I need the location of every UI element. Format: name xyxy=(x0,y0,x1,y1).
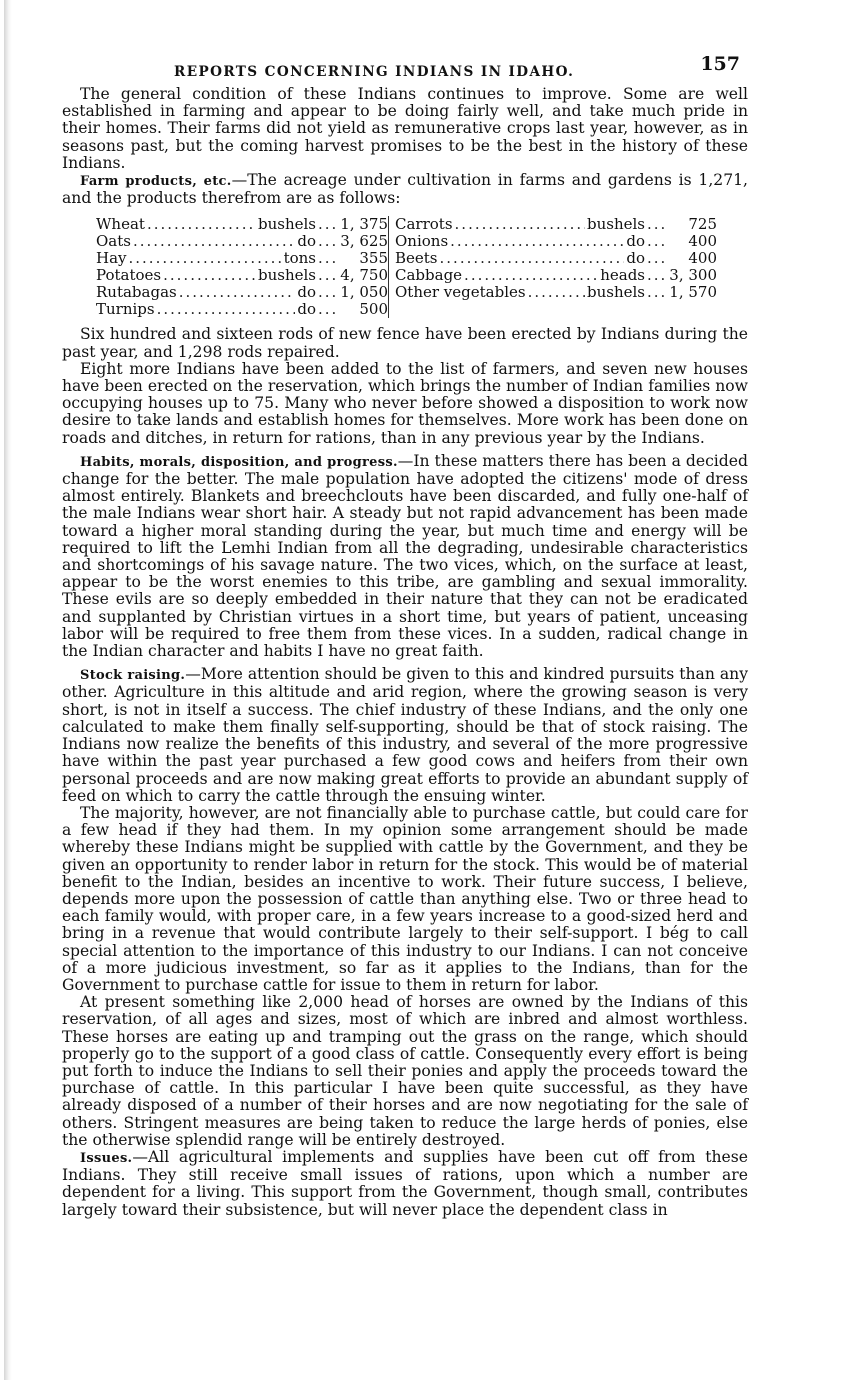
produce-row: Rutabagas ..... do ..... 1, 050 xyxy=(96,284,388,301)
produce-table xyxy=(96,216,748,318)
produce-row: Cabbage ..... heads ..... 3, 300 xyxy=(395,267,717,284)
paragraph-issues xyxy=(62,1149,748,1219)
stock-raising-text: —More attention should be given to this and kindred pursuits than any other. Agriculture in this altitude and arid region, where the growing season is very short, is not in itself a success. The chief industry of these Indians, and the only one calculated to make them finally self-supporting, should be that of stock raising. The Indians now realize the benefits of this industry, and several of the more progressive have within the past year purchased a few good cows and heifers from their own personal proceeds and are now making great efforts to provide an abundant supply of feed on which to carry the cattle through the ensuing winter. xyxy=(62,665,748,805)
produce-row: Other vegetables ..... bushels ..... 1, 570 xyxy=(395,284,717,301)
farm-products-heading: Farm products, etc. xyxy=(80,174,232,190)
page-number: 157 xyxy=(700,53,740,75)
page-header xyxy=(62,52,748,86)
paragraph-general-condition: The general condition of these Indians continues to improve. Some are well established in farming and appear to be doing fairly well, and take much pride in their homes. Their farms did not yield as remunerative crops last year, however, as in seasons past, but the coming harvest promises to be the best in the history of these Indians. xyxy=(62,85,748,172)
produce-row: Onions ..... do ..... 400 xyxy=(395,233,717,250)
produce-column-left xyxy=(96,216,388,318)
paragraph-farm-products xyxy=(62,172,748,207)
paragraph-majority: The majority, however, are not financially able to purchase cattle, but could care for a few head if they had them. In my opinion some arrangement should be made whereby these Indians might be supplied with cattle by the Government, and they be given an opportunity to render labor in return for the stock. This would be of material benefit to the Indian, besides an incentive to work. Their future success, I believe, depends more upon the possession of cattle than anything else. Two or three head to each family would, with proper care, in a few years increase to a good-sized herd and bring in a revenue that would contribute largely to their self-support. I bég to call special attention to the importance of this industry to our Indians. I can not conceive of a more judicious investment, so far as it applies to the Indians, than for the Government to purchase cattle for issue to them in return for labor. xyxy=(62,803,748,994)
produce-row: Hay ..... tons ..... 355 xyxy=(96,250,388,267)
produce-row: Potatoes ..... bushels ..... 4, 750 xyxy=(96,267,388,284)
issues-heading: Issues. xyxy=(80,1150,133,1166)
produce-row: Beets ..... do ..... 400 xyxy=(395,250,717,267)
habits-text: —In these matters there has been a decided change for the better. The male population have adopted the citizens' mode of dress almost entirely. Blankets and breechclouts have been discarded, and fully one-half of the male Indians wear short hair. A steady but not rapid advancement has been made toward a higher moral standing during the year, but much time and energy will be required to lift the Lemhi Indian from all the degrading, undesirable characteristics and shortcomings of his savage nature. The two vices, which, on the surface at least, appear to be the worst enemies to this tribe, are gambling and sexual immorality. These evils are so deeply embedded in their nature that they can not be eradicated and supplanted by Christian virtues in a short time, but years of patient, unceasing labor will be required to free them from these vices. In a sudden, radical change in the Indian character and habits I have no great faith. xyxy=(62,451,748,661)
produce-row: Oats ..... do ..... 3, 625 xyxy=(96,233,388,250)
paragraph-fence: Six hundred and sixteen rods of new fence have been erected by Indians during the past year, and 1,298 rods repaired. xyxy=(62,325,748,361)
issues-text: —All agricultural implements and supplies have been cut off from these Indians. They still receive small issues of rations, upon which a number are dependent for a living. This support from the Government, though small, contributes largely toward their subsistence, but will never place the dependent class in xyxy=(62,1147,748,1219)
paragraph-farmers: Eight more Indians have been added to the list of farmers, and seven new houses have been erected on the reservation, which brings the number of Indian families now occupying houses up to 75. Many who never before showed a disposition to work now desire to take lands and establish homes for themselves. More work has been done on roads and ditches, in return for rations, than in any previous year by the Indians. xyxy=(62,359,748,447)
produce-row: Carrots ..... bushels ..... 725 xyxy=(395,216,717,233)
paragraph-stock-raising xyxy=(62,666,748,805)
paragraph-horses: At present something like 2,000 head of horses are owned by the Indians of this reservation, of all ages and sizes, most of which are inbred and almost worthless. These horses are eating up and tramping out the grass on the range, which should properly go to the support of a good class of cattle. Consequently every effort is being put forth to induce the Indians to sell their ponies and apply the proceeds toward the purchase of cattle. In this particular I have been quite successful, as they have already disposed of a number of their horses and are now negotiating for the sale of others. Stringent measures are being taken to reduce the large herds of ponies, else the otherwise splendid range will be entirely destroyed. xyxy=(62,993,748,1149)
produce-row: Turnips ..... do ..... 500 xyxy=(96,301,388,318)
running-title: REPORTS CONCERNING INDIANS IN IDAHO. xyxy=(174,64,575,80)
produce-column-right xyxy=(388,216,717,318)
document-page xyxy=(62,52,748,1219)
paragraph-habits xyxy=(62,453,748,660)
habits-heading: Habits, morals, disposition, and progress. xyxy=(80,454,398,470)
produce-row: Wheat ..... bushels ..... 1, 375 xyxy=(96,216,388,233)
stock-raising-heading: Stock raising. xyxy=(80,668,186,684)
scan-edge-shadow xyxy=(4,0,12,1380)
farm-products-text: —The acreage under cultivation in farms and gardens is 1,271, and the products therefrom are as follows: xyxy=(62,171,748,208)
